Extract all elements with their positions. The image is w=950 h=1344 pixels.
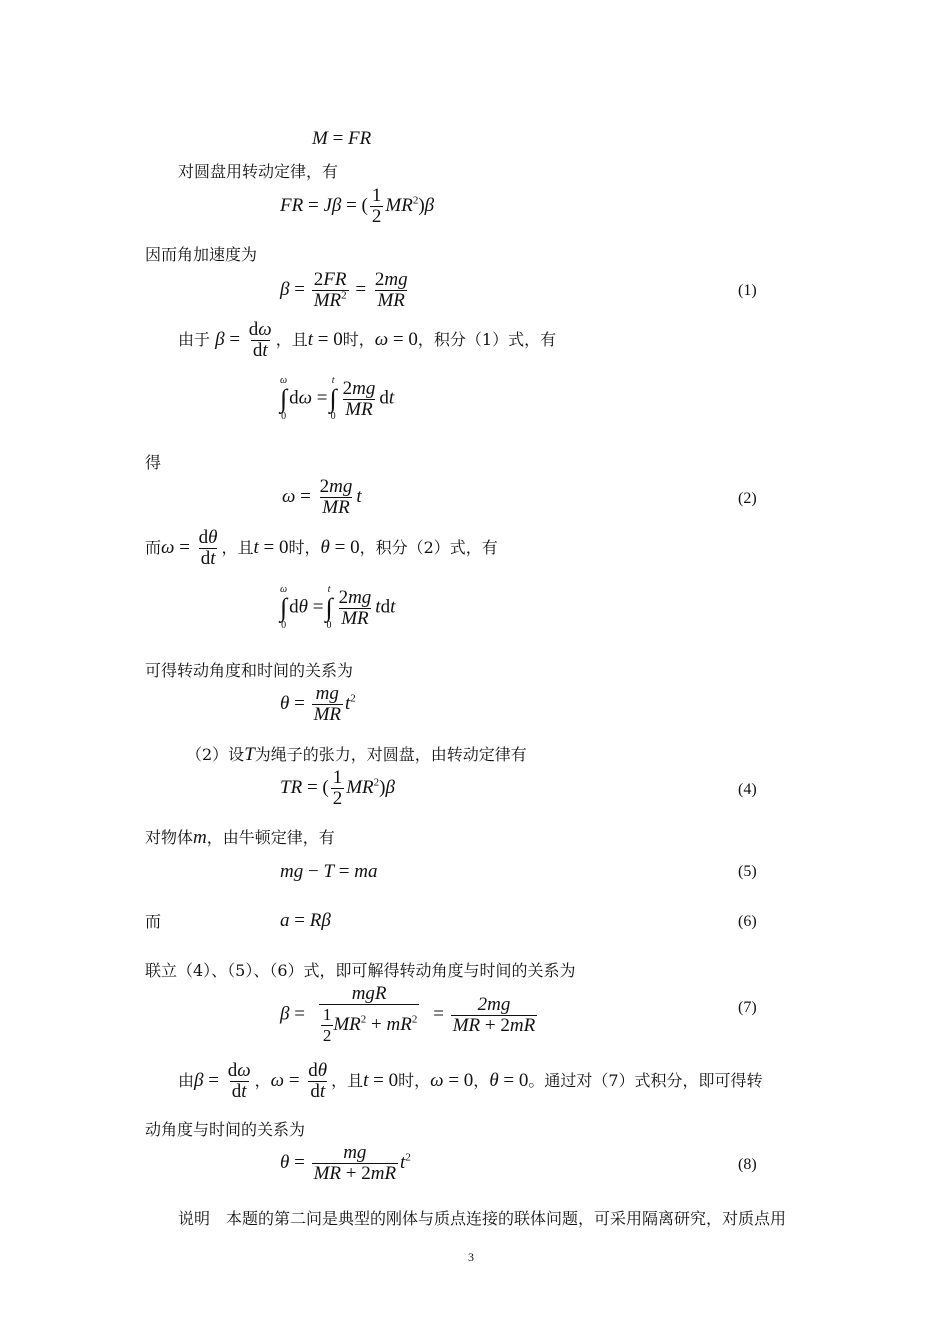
- text-part-2-intro: （2）设T为绳子的张力，对圆盘，由转动定律有: [186, 744, 527, 765]
- integral-2: ω ∫ 0 dθ = t ∫ 0 $\frac{2mg}{MR}$ tdt: [280, 584, 396, 631]
- equation-number-6: (6): [738, 913, 757, 930]
- text-and: 而: [145, 912, 162, 931]
- equation-number-4: (4): [738, 781, 757, 798]
- text-by-beta-omega: 由β = $\frac{d\omega}{dt}$ ，ω = $\frac{d\theta}{dt}$ ，且t = 0时，ω = 0，θ = 0。通过对（7）式积分，即可得转: [178, 1060, 763, 1102]
- text-rotation-law-intro: 对圆盘用转动定律，有: [178, 162, 339, 181]
- text-and-omega: 而ω = $\frac{d\theta}{dt}$ ，且t = 0时，θ = 0，积分（2）式，有: [145, 527, 498, 569]
- equation-number-1: (1): [738, 282, 757, 299]
- integral-1: ω ∫ 0 dω = t ∫ 0 $\frac{2mg}{MR}$ dt: [280, 375, 395, 422]
- equation-7: β = mgR $\frac{1}{2}$ $MR^2 + mR^2$ = $\frac{2mg}{MR + 2mR}$: [280, 983, 536, 1045]
- equation-rotation-law: FR = Jβ = ( $\frac{1}{2}$ $MR^2)\beta$: [280, 185, 435, 227]
- equation-5: mg − T = ma: [280, 861, 378, 882]
- equation-4: TR = ( $\frac{1}{2}$ $MR^2)\beta$: [280, 767, 395, 809]
- equation-torque: M = FR: [312, 128, 372, 149]
- equation-theta-1: θ = $\frac{mg}{MR}$ $t^2$: [280, 683, 356, 725]
- page-number: 3: [468, 1250, 474, 1264]
- equation-8: θ = $\frac{mg}{MR + 2mR}$ $t^2$: [280, 1142, 411, 1184]
- text-object-m: 对物体m，由牛顿定律，有: [145, 827, 335, 848]
- text-angle-time-relation: 可得转动角度和时间的关系为: [145, 661, 354, 680]
- equation-number-2: (2): [738, 490, 757, 507]
- equation-2: ω = $\frac{2mg}{MR}$ t: [282, 476, 362, 518]
- text-combine: 联立（4）、（5）、（6）式，即可解得转动角度与时间的关系为: [145, 961, 576, 980]
- text-since-beta: 由于 β = $\frac{d\omega}{dt}$ ，且t = 0时，ω = 0，积分（1）式，有: [178, 319, 557, 361]
- text-obtain: 得: [145, 453, 162, 472]
- equation-number-5: (5): [738, 863, 757, 880]
- equation-1: β = $\frac{2FR}{MR^2}$ = $\frac{2mg}{MR}$: [280, 269, 408, 311]
- equation-6: a = Rβ: [280, 910, 331, 931]
- equation-number-7: (7): [738, 999, 757, 1016]
- explanation-note: 说明 本题的第二问是典型的刚体与质点连接的联体问题，可采用隔离研究，对质点用: [178, 1209, 787, 1228]
- text-angular-acc-intro: 因而角加速度为: [145, 245, 258, 264]
- text-angle-time-relation-2: 动角度与时间的关系为: [145, 1120, 306, 1139]
- equation-number-8: (8): [738, 1156, 757, 1173]
